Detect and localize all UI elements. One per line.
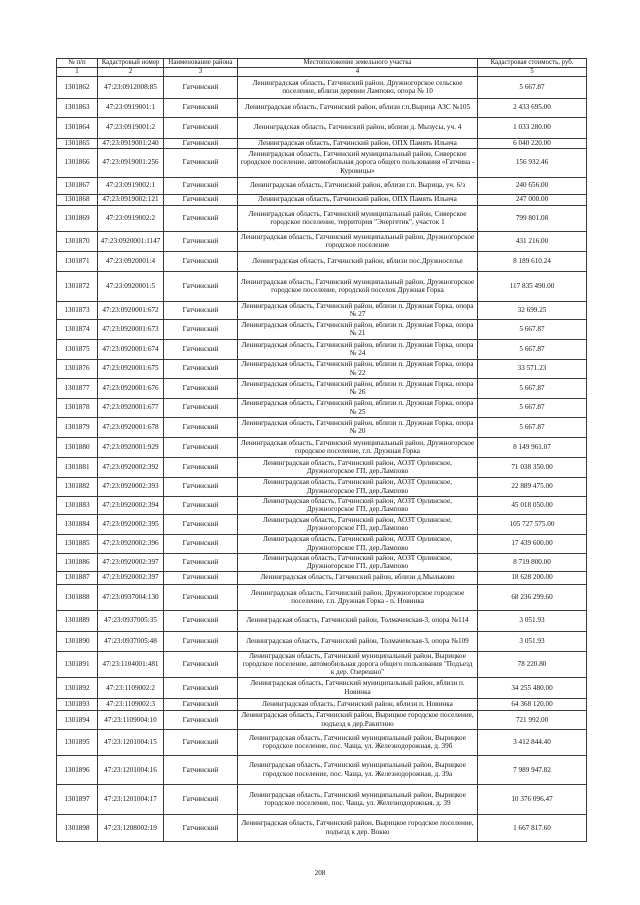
table-row: [57, 651, 587, 677]
cadastral-number-cell: 47:23:0920001:4: [98, 251, 164, 271]
row-number-cell: 1301874: [57, 319, 98, 339]
location-cell: Ленинградская область, Гатчинский район, АОЗТ Орлинское, Дружногорское ГП, дер.Лампово: [238, 514, 478, 534]
row-number-cell: 1301884: [57, 514, 98, 534]
district-cell: Гатчинский: [164, 301, 238, 319]
district-cell: Гатчинский: [164, 359, 238, 378]
column-number-5: 5: [478, 68, 587, 77]
row-number-cell: 1301878: [57, 398, 98, 417]
row-number-cell: 1301867: [57, 177, 98, 194]
location-cell: Ленинградская область, Гатчинский муниципальный район, Вырицкое городское поселение, автомобильная дорога общего пользования "Подъезд к дер. Озерешно": [238, 651, 478, 677]
cadastral-value-cell: 799 801.08: [478, 205, 587, 231]
cadastral-value-cell: 105 727 575.00: [478, 514, 587, 534]
table-row: [57, 138, 587, 148]
table-row: [57, 457, 587, 477]
district-cell: Гатчинский: [164, 398, 238, 417]
district-cell: Гатчинский: [164, 148, 238, 177]
district-cell: Гатчинский: [164, 417, 238, 437]
location-cell: Ленинградская область, Гатчинский район, вблизи г.п.Вырица АЗС №105: [238, 98, 478, 117]
cadastral-value-cell: 32 699.25: [478, 301, 587, 319]
location-cell: Ленинградская область, Гатчинский район, вблизи п. Дружная Горка, опора № 25: [238, 398, 478, 417]
cadastral-number-cell: 47:23:0920001:5: [98, 271, 164, 301]
location-cell: Ленинградская область, Гатчинский район, Толмачевская-3, опора №109: [238, 631, 478, 651]
cadastral-number-cell: 47:23:1201004:15: [98, 729, 164, 755]
row-number-cell: 1301870: [57, 231, 98, 251]
row-number-cell: 1301897: [57, 784, 98, 814]
table-row: [57, 784, 587, 814]
table-row: [57, 319, 587, 339]
table-row: [57, 301, 587, 319]
cadastral-number-cell: 47:23:0920002:396: [98, 534, 164, 553]
table-row: [57, 437, 587, 457]
row-number-cell: 1301877: [57, 378, 98, 398]
table-header: [57, 59, 587, 77]
row-number-cell: 1301896: [57, 755, 98, 784]
table-row: [57, 378, 587, 398]
row-number-cell: 1301869: [57, 205, 98, 231]
district-cell: Гатчинский: [164, 251, 238, 271]
cadastral-value-cell: 68 236 299.60: [478, 584, 587, 610]
table-row: [57, 477, 587, 496]
cadastral-value-cell: 3 051.93: [478, 631, 587, 651]
location-cell: Ленинградская область, Гатчинский район, вблизи п. Дружная Горка, опора № 27: [238, 301, 478, 319]
district-cell: Гатчинский: [164, 477, 238, 496]
row-number-cell: 1301865: [57, 138, 98, 148]
table-row: [57, 98, 587, 117]
location-cell: Ленинградская область, Гатчинский район, Вырицкое городское поселение, подъезд к дер.Ракитино: [238, 710, 478, 729]
cadastral-number-cell: 47:23:0937005:35: [98, 610, 164, 631]
district-cell: Гатчинский: [164, 437, 238, 457]
cadastral-number-cell: 47:23:0937005:48: [98, 631, 164, 651]
cadastral-value-cell: 22 889 475.00: [478, 477, 587, 496]
cadastral-number-cell: 47:23:0920001:677: [98, 398, 164, 417]
location-cell: Ленинградская область, Гатчинский район, вблизи п. Дружная Горка, опора № 26: [238, 378, 478, 398]
cadastral-number-cell: 47:23:0920002:397: [98, 553, 164, 571]
row-number-cell: 1301887: [57, 571, 98, 584]
cadastral-number-cell: 47:23:0920002:397: [98, 571, 164, 584]
location-cell: Ленинградская область, Гатчинский район, вблизи пос.Дружноселье: [238, 251, 478, 271]
cadastral-number-cell: 47:23:0919002:121: [98, 194, 164, 205]
row-number-cell: 1301880: [57, 437, 98, 457]
cadastral-value-cell: 6 040 220.00: [478, 138, 587, 148]
table-row: [57, 148, 587, 177]
row-number-cell: 1301891: [57, 651, 98, 677]
column-number-4: 4: [238, 68, 478, 77]
location-cell: Ленинградская область, Гатчинский муниципальный район, Сиверское городское поселение, территория "Энергетик", участок 1: [238, 205, 478, 231]
cadastral-number-cell: 47:23:0919001:240: [98, 138, 164, 148]
cadastral-number-cell: 47:23:0919002:1: [98, 177, 164, 194]
row-number-cell: 1301895: [57, 729, 98, 755]
table-row: [57, 514, 587, 534]
district-cell: Гатчинский: [164, 194, 238, 205]
location-cell: Ленинградская область, Гатчинский район, вблизи п. Дружная Горка, опора № 21: [238, 319, 478, 339]
district-cell: Гатчинский: [164, 814, 238, 841]
row-number-cell: 1301876: [57, 359, 98, 378]
table-row: [57, 755, 587, 784]
location-cell: Ленинградская область, Гатчинский район, вблизи п. Дружная Горка, опора № 22: [238, 359, 478, 378]
district-cell: Гатчинский: [164, 76, 238, 98]
cadastral-value-cell: 18 628 200.00: [478, 571, 587, 584]
district-cell: Гатчинский: [164, 514, 238, 534]
cadastral-number-cell: 47:23:0920001:929: [98, 437, 164, 457]
district-cell: Гатчинский: [164, 457, 238, 477]
location-cell: Ленинградская область, Гатчинский район, Дружногорское сельское поселение, вблизи деревни Лампово, опора № 10: [238, 76, 478, 98]
row-number-cell: 1301863: [57, 98, 98, 117]
table-row: [57, 571, 587, 584]
table-row: [57, 584, 587, 610]
cadastral-value-cell: 240 656.00: [478, 177, 587, 194]
location-cell: Ленинградская область, Гатчинский муниципальный район, Дружногорское городское поселение, г.п. Дружная Горка: [238, 437, 478, 457]
row-number-cell: 1301873: [57, 301, 98, 319]
location-cell: Ленинградская область, Гатчинский район, вблизи п. Дружная Горка, опора № 24: [238, 339, 478, 359]
row-number-cell: 1301882: [57, 477, 98, 496]
cadastral-value-cell: 1 667 817.60: [478, 814, 587, 841]
district-cell: Гатчинский: [164, 231, 238, 251]
district-cell: Гатчинский: [164, 138, 238, 148]
column-number-3: 3: [164, 68, 238, 77]
district-cell: Гатчинский: [164, 729, 238, 755]
table-row: [57, 339, 587, 359]
cadastral-number-cell: 47:23:0920001:676: [98, 378, 164, 398]
district-cell: Гатчинский: [164, 784, 238, 814]
district-cell: Гатчинский: [164, 584, 238, 610]
table-row: [57, 610, 587, 631]
header-row-number: № п/п: [57, 59, 98, 68]
cadastral-number-cell: 47:23:0920001:674: [98, 339, 164, 359]
cadastral-number-cell: 47:23:1201004:17: [98, 784, 164, 814]
location-cell: Ленинградская область, Гатчинский район, АОЗТ Орлинское, Дружногорское ГП, дер.Лампово: [238, 477, 478, 496]
location-cell: Ленинградская область, Гатчинский район, Дружногорское городское поселение, г.п. Дружная Горка - п. Новинка: [238, 584, 478, 610]
cadastral-value-cell: 5 667.87: [478, 378, 587, 398]
district-cell: Гатчинский: [164, 205, 238, 231]
district-cell: Гатчинский: [164, 319, 238, 339]
cadastral-number-cell: 47:23:0912008:85: [98, 76, 164, 98]
location-cell: Ленинградская область, Гатчинский район, АОЗТ Орлинское, Дружногорское ГП, дер.Лампово: [238, 457, 478, 477]
location-cell: Ленинградская область, Гатчинский муниципальный район, Сиверское городское поселение, автомобильная дорога общего пользования «Гатчина - Куровицы»: [238, 148, 478, 177]
cadastral-value-cell: 7 989 947.82: [478, 755, 587, 784]
cadastral-number-cell: 47:23:0920001:673: [98, 319, 164, 339]
header-cadastral-number: Кадастровый номер: [98, 59, 164, 68]
cadastral-number-cell: 47:23:0920001:672: [98, 301, 164, 319]
cadastral-value-table: [56, 58, 587, 842]
header-district: Наименование района: [164, 59, 238, 68]
district-cell: Гатчинский: [164, 177, 238, 194]
table-row: [57, 251, 587, 271]
location-cell: Ленинградская область, Гатчинский муниципальный район, Вырицкое городское поселение, пос. Чаща, ул. Железнодорожная, д. 39а: [238, 755, 478, 784]
cadastral-value-cell: 64 368 120.00: [478, 698, 587, 710]
row-number-cell: 1301898: [57, 814, 98, 841]
row-number-cell: 1301894: [57, 710, 98, 729]
district-cell: Гатчинский: [164, 378, 238, 398]
location-cell: Ленинградская область, Гатчинский район, ОПХ Память Ильича: [238, 138, 478, 148]
table-row: [57, 698, 587, 710]
cadastral-value-cell: 5 667.87: [478, 76, 587, 98]
row-number-cell: 1301885: [57, 534, 98, 553]
cadastral-number-cell: 47:23:0919001:2: [98, 117, 164, 138]
table-row: [57, 359, 587, 378]
cadastral-value-cell: 5 667.87: [478, 339, 587, 359]
table-row: [57, 76, 587, 98]
location-cell: Ленинградская область, Гатчинский муниципальный район, вблизи п. Новинка: [238, 677, 478, 698]
location-cell: Ленинградская область, Гатчинский муниципальный район, Дружногорское городское поселение: [238, 231, 478, 251]
table-row: [57, 177, 587, 194]
column-number-2: 2: [98, 68, 164, 77]
cadastral-value-cell: 8 149 961.07: [478, 437, 587, 457]
table-row: [57, 631, 587, 651]
cadastral-value-cell: 247 000.00: [478, 194, 587, 205]
row-number-cell: 1301889: [57, 610, 98, 631]
cadastral-number-cell: 47:23:0920002:395: [98, 514, 164, 534]
table-row: [57, 553, 587, 571]
district-cell: Гатчинский: [164, 677, 238, 698]
table-row: [57, 117, 587, 138]
district-cell: Гатчинский: [164, 651, 238, 677]
cadastral-value-cell: 8 189 610.24: [478, 251, 587, 271]
district-cell: Гатчинский: [164, 698, 238, 710]
cadastral-number-cell: 47:23:1109002:2: [98, 677, 164, 698]
cadastral-number-cell: 47:23:1109004:10: [98, 710, 164, 729]
district-cell: Гатчинский: [164, 117, 238, 138]
header-cadastral-value: Кадастровая стоимость, руб.: [478, 59, 587, 68]
location-cell: Ленинградская область, Гатчинский район, АОЗТ Орлинское, Дружногорское ГП, дер.Лампово: [238, 534, 478, 553]
location-cell: Ленинградская область, Гатчинский муниципальный район, Вырицкое городское поселение, пос. Чаща, ул. Железнодорожная, д. 39б: [238, 729, 478, 755]
location-cell: Ленинградская область, Гатчинский муниципальный район, Вырицкое городское поселение, пос. Чаща, ул. Железнодорожная, д. 39: [238, 784, 478, 814]
cadastral-value-cell: 117 835 490.00: [478, 271, 587, 301]
district-cell: Гатчинский: [164, 98, 238, 117]
cadastral-number-cell: 47:23:1109002:3: [98, 698, 164, 710]
cadastral-number-cell: 47:23:0920001:678: [98, 417, 164, 437]
district-cell: Гатчинский: [164, 553, 238, 571]
cadastral-value-cell: 3 412 844.40: [478, 729, 587, 755]
header-location: Местоположение земельного участка: [238, 59, 478, 68]
row-number-cell: 1301879: [57, 417, 98, 437]
table-row: [57, 729, 587, 755]
row-number-cell: 1301881: [57, 457, 98, 477]
row-number-cell: 1301872: [57, 271, 98, 301]
cadastral-number-cell: 47:23:1201004:16: [98, 755, 164, 784]
column-number-row: [57, 68, 587, 77]
table-row: [57, 677, 587, 698]
cadastral-value-cell: 5 667.87: [478, 417, 587, 437]
row-number-cell: 1301875: [57, 339, 98, 359]
district-cell: Гатчинский: [164, 534, 238, 553]
row-number-cell: 1301893: [57, 698, 98, 710]
header-row: [57, 59, 587, 68]
cadastral-value-cell: 34 255 480.00: [478, 677, 587, 698]
district-cell: Гатчинский: [164, 755, 238, 784]
cadastral-value-cell: 431 216.00: [478, 231, 587, 251]
cadastral-value-cell: 78 220.80: [478, 651, 587, 677]
location-cell: Ленинградская область, Гатчинский район, вблизи п. Дружная Горка, опора № 20: [238, 417, 478, 437]
district-cell: Гатчинский: [164, 271, 238, 301]
cadastral-value-cell: 17 439 600.00: [478, 534, 587, 553]
cadastral-number-cell: 47:23:0919002:2: [98, 205, 164, 231]
cadastral-value-cell: 8 719 800.00: [478, 553, 587, 571]
cadastral-number-cell: 47:23:0919001:256: [98, 148, 164, 177]
row-number-cell: 1301862: [57, 76, 98, 98]
row-number-cell: 1301886: [57, 553, 98, 571]
table-row: [57, 205, 587, 231]
table-row: [57, 271, 587, 301]
cadastral-number-cell: 47:23:0920001:675: [98, 359, 164, 378]
cadastral-value-cell: 5 667.87: [478, 398, 587, 417]
location-cell: Ленинградская область, Гатчинский район, вблизи д.Мыльково: [238, 571, 478, 584]
cadastral-value-cell: 5 667.87: [478, 319, 587, 339]
district-cell: Гатчинский: [164, 496, 238, 514]
cadastral-number-cell: 47:23:1104001:481: [98, 651, 164, 677]
row-number-cell: 1301892: [57, 677, 98, 698]
cadastral-number-cell: 47:23:0937004:130: [98, 584, 164, 610]
location-cell: Ленинградская область, Гатчинский район, вблизи г.п. Вырица, уч. 6/з: [238, 177, 478, 194]
cadastral-number-cell: 47:23:0919001:1: [98, 98, 164, 117]
cadastral-number-cell: 47:23:0920002:392: [98, 457, 164, 477]
cadastral-value-cell: 71 038 350.00: [478, 457, 587, 477]
location-cell: Ленинградская область, Гатчинский район, Вырицкое городское поселение, подъезд к дер. Вокко: [238, 814, 478, 841]
cadastral-number-cell: 47:23:1208002:19: [98, 814, 164, 841]
table-row: [57, 534, 587, 553]
cadastral-number-cell: 47:23:0920002:394: [98, 496, 164, 514]
row-number-cell: 1301890: [57, 631, 98, 651]
row-number-cell: 1301871: [57, 251, 98, 271]
cadastral-value-cell: 45 018 050.00: [478, 496, 587, 514]
cadastral-value-cell: 1 033 280.00: [478, 117, 587, 138]
cadastral-number-cell: 47:23:0920002:393: [98, 477, 164, 496]
cadastral-value-cell: 721 992.00: [478, 710, 587, 729]
district-cell: Гатчинский: [164, 710, 238, 729]
location-cell: Ленинградская область, Гатчинский район, АОЗТ Орлинское, Дружногорское ГП, дер.Лампово: [238, 496, 478, 514]
location-cell: Ленинградская область, Гатчинский район, АОЗТ Орлинское, Дружногорское ГП, дер.Лампово: [238, 553, 478, 571]
page-number: 208: [314, 869, 326, 877]
district-cell: Гатчинский: [164, 610, 238, 631]
district-cell: Гатчинский: [164, 339, 238, 359]
table-row: [57, 417, 587, 437]
table-row: [57, 231, 587, 251]
cadastral-number-cell: 47:23:0920001:1147: [98, 231, 164, 251]
cadastral-value-cell: 3 051.93: [478, 610, 587, 631]
row-number-cell: 1301888: [57, 584, 98, 610]
location-cell: Ленинградская область, Гатчинский район, ОПХ Память Ильича: [238, 194, 478, 205]
row-number-cell: 1301866: [57, 148, 98, 177]
cadastral-value-cell: 10 376 096.47: [478, 784, 587, 814]
row-number-cell: 1301883: [57, 496, 98, 514]
table-row: [57, 194, 587, 205]
district-cell: Гатчинский: [164, 571, 238, 584]
table-row: [57, 814, 587, 841]
column-number-1: 1: [57, 68, 98, 77]
location-cell: Ленинградская область, Гатчинский район, вблизи д. Мызусы, уч. 4: [238, 117, 478, 138]
row-number-cell: 1301864: [57, 117, 98, 138]
table-row: [57, 398, 587, 417]
table-row: [57, 496, 587, 514]
cadastral-value-cell: 156 932.46: [478, 148, 587, 177]
cadastral-value-cell: 2 433 695.00: [478, 98, 587, 117]
location-cell: Ленинградская область, Гатчинский район, вблизи п. Новинка: [238, 698, 478, 710]
table-body: [57, 76, 587, 841]
location-cell: Ленинградская область, Гатчинский район, Толмачевская-3, опора №114: [238, 610, 478, 631]
cadastral-value-cell: 33 571.23: [478, 359, 587, 378]
table-row: [57, 710, 587, 729]
district-cell: Гатчинский: [164, 631, 238, 651]
row-number-cell: 1301868: [57, 194, 98, 205]
location-cell: Ленинградская область, Гатчинский муниципальный район, Дружногорское городское поселение, городской поселок Дружная Горка: [238, 271, 478, 301]
